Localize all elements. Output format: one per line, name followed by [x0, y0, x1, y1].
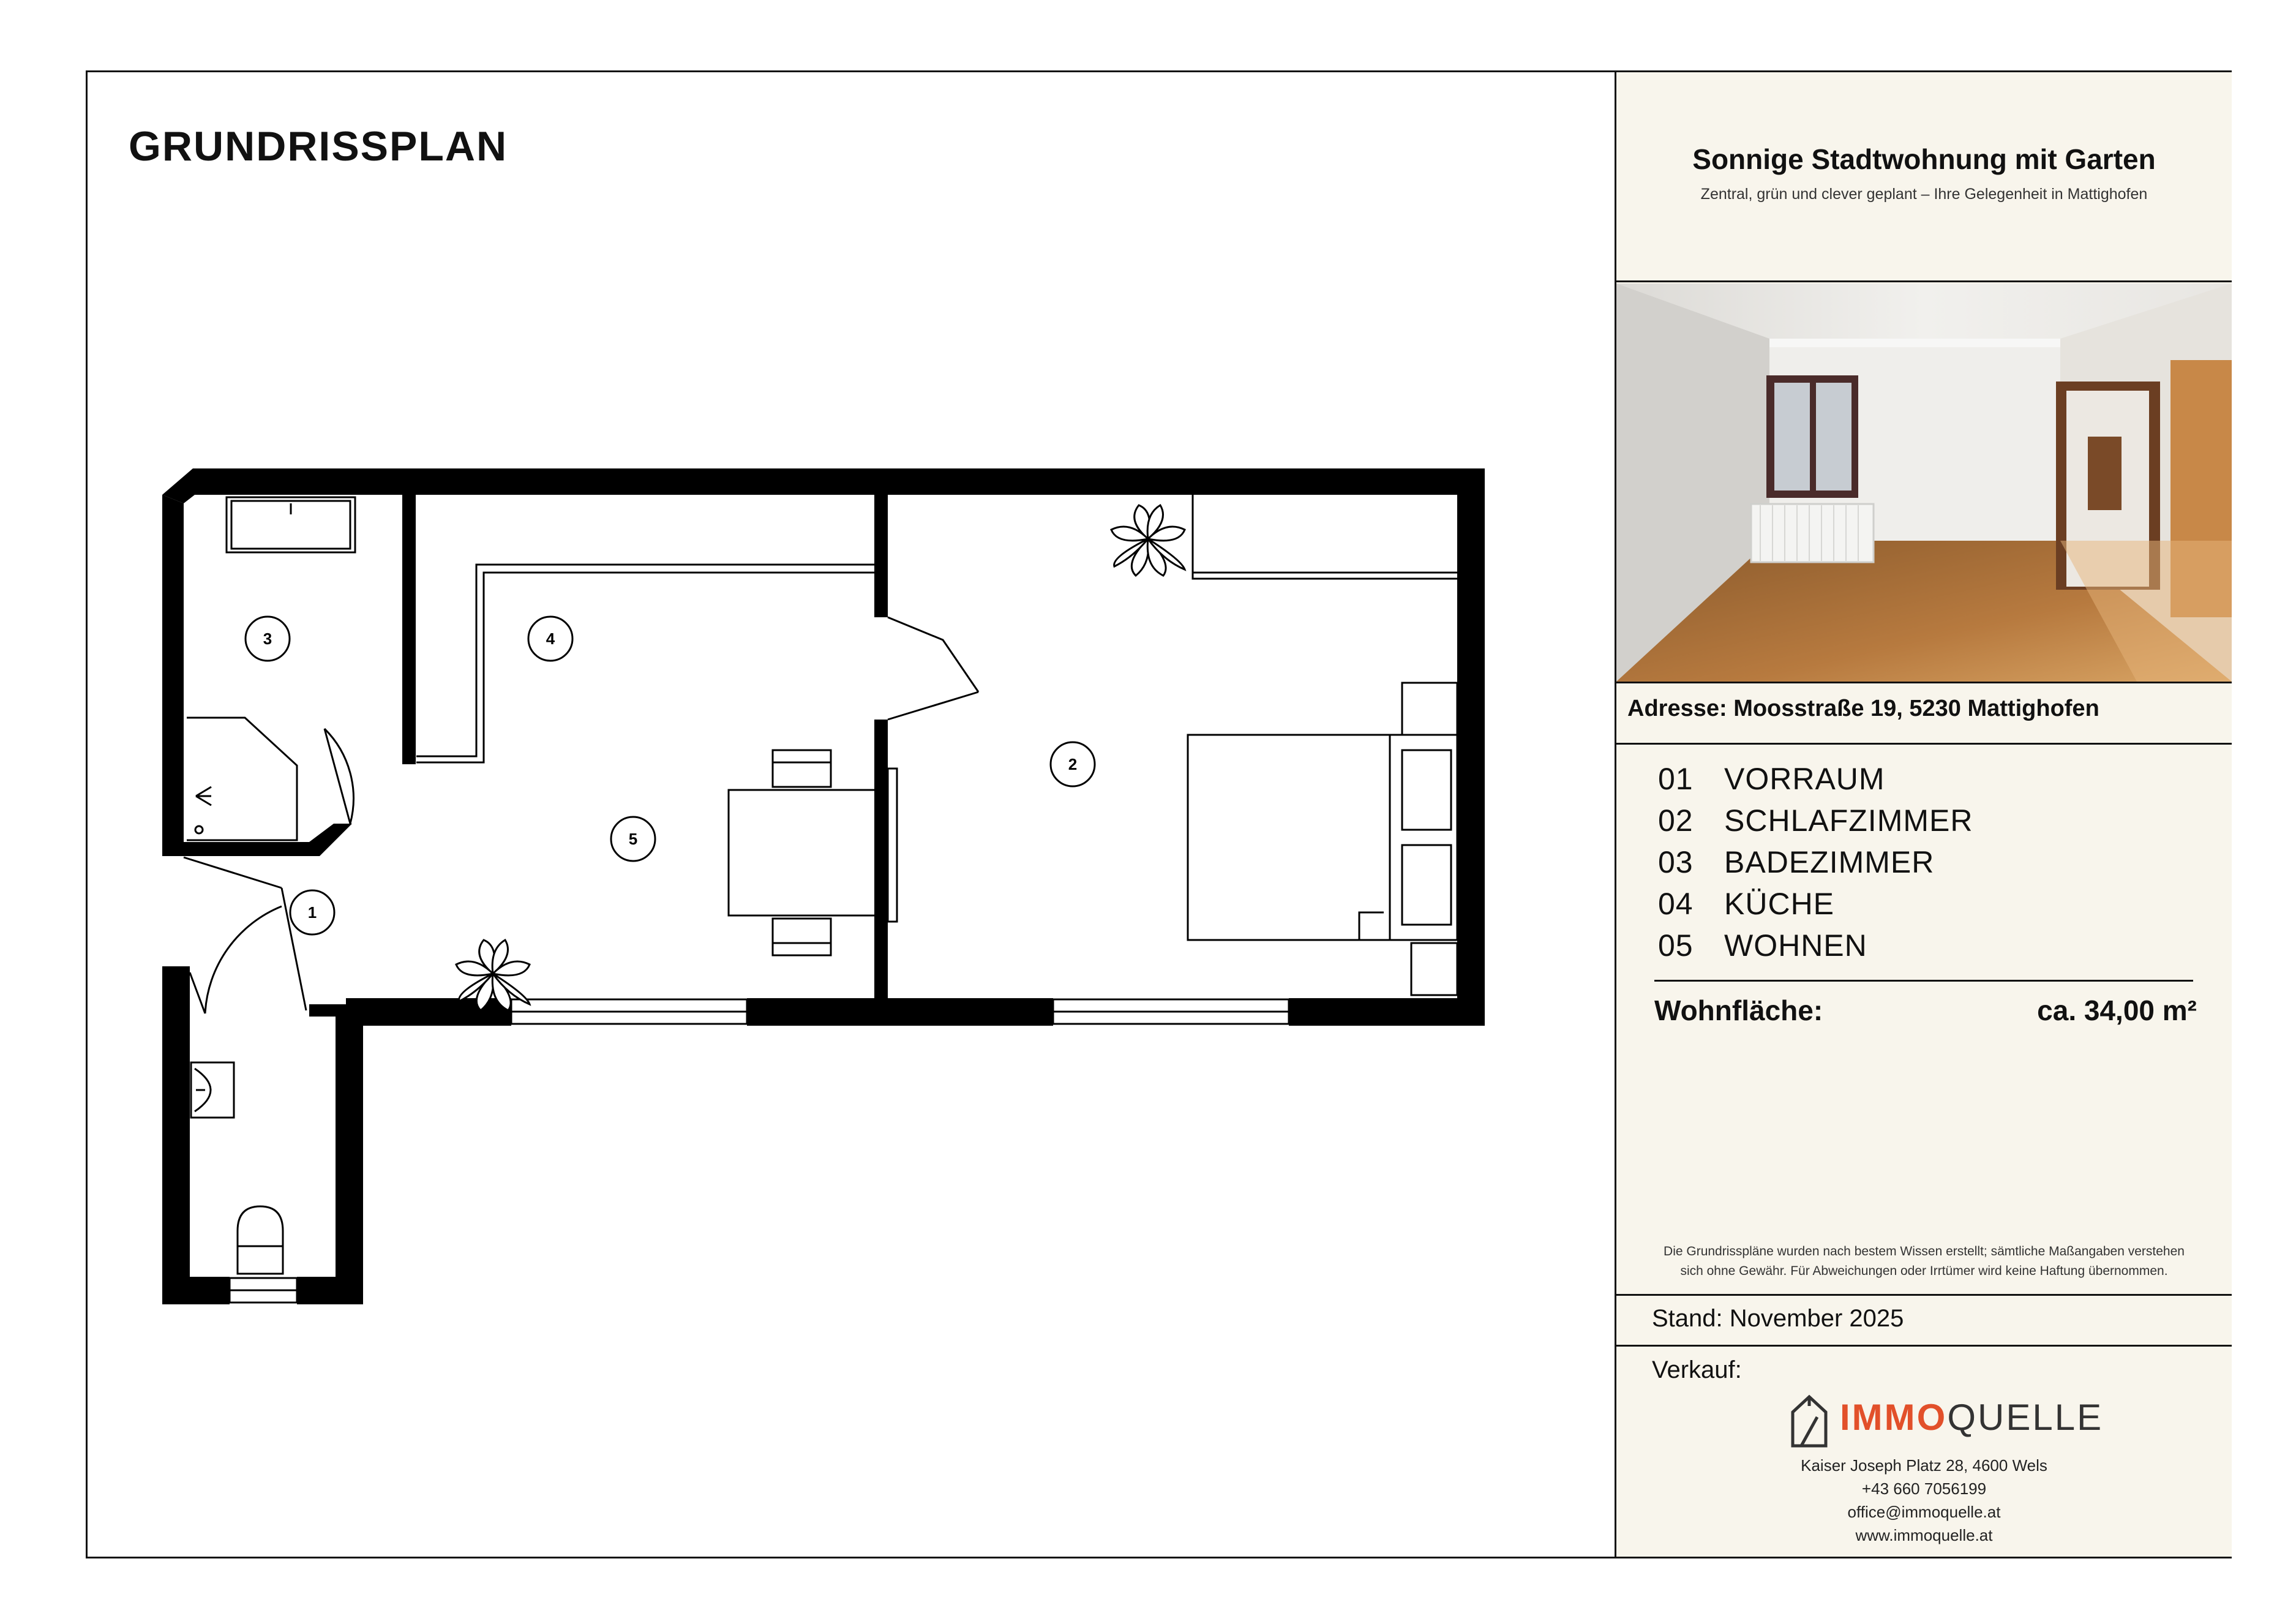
room-marker-3-label: 3	[263, 630, 272, 648]
room-marker-3	[246, 617, 290, 661]
disclaimer-line: sich ohne Gewähr. Für Abweichungen oder Irrtümer wird keine Haftung übernommen.	[1680, 1264, 2168, 1278]
plan-title: GRUNDRISSPLAN	[129, 123, 508, 170]
room-list-item	[1658, 844, 1934, 880]
divider	[1616, 280, 2232, 282]
room-name: SCHLAFZIMMER	[1724, 803, 1973, 838]
disclaimer-line: Die Grundrisspläne wurden nach bestem Wissen erstellt; sämtliche Maßangaben verstehen	[1664, 1244, 2185, 1258]
bathtub	[227, 497, 355, 552]
room-marker-2-label: 2	[1068, 755, 1078, 773]
room-photo	[1616, 284, 2232, 682]
bedroom-shelf	[1193, 495, 1457, 579]
room-marker-1	[290, 890, 334, 934]
room-number: 01	[1658, 762, 1694, 796]
room-marker-1-label: 1	[307, 903, 317, 922]
disclaimer	[1632, 1242, 2216, 1281]
company-email[interactable]: office@immoquelle.at	[1847, 1503, 2001, 1521]
washbasin	[191, 1062, 234, 1118]
room-name: VORRAUM	[1724, 762, 1885, 796]
divider	[1616, 743, 2232, 745]
room-markers	[246, 617, 1095, 934]
logo-wordmark	[1840, 1396, 2103, 1438]
room-marker-4	[528, 617, 572, 661]
area-label: Wohnfläche:	[1654, 994, 1823, 1026]
verkauf-label: Verkauf:	[1652, 1356, 1742, 1383]
room-list-item	[1658, 761, 1885, 797]
room-marker-5	[611, 817, 655, 861]
room-name: WOHNEN	[1724, 928, 1867, 963]
company-website[interactable]: www.immoquelle.at	[1855, 1526, 1993, 1544]
room-list-item	[1658, 886, 1834, 922]
room-number: 02	[1658, 803, 1694, 838]
dining-table	[729, 750, 876, 955]
logo-accent: IMMO	[1840, 1397, 1948, 1438]
room-marker-4-label: 4	[546, 630, 555, 648]
room-name: KÜCHE	[1724, 887, 1835, 921]
bed	[1188, 683, 1457, 995]
room-marker-5-label: 5	[628, 830, 638, 848]
listing-title: Sonnige Stadtwohnung mit Garten	[1692, 143, 2156, 175]
area-value: ca. 34,00 m²	[2037, 994, 2197, 1026]
immoquelle-logo	[1788, 1388, 2104, 1449]
address: Adresse: Moosstraße 19, 5230 Mattighofen	[1627, 696, 2099, 721]
company-phone: +43 660 7056199	[1861, 1479, 1987, 1498]
room-number: 05	[1658, 928, 1694, 963]
room-number: 04	[1658, 887, 1694, 921]
kitchen-counter	[416, 565, 874, 762]
logo-rest: QUELLE	[1947, 1397, 2104, 1438]
toilet	[238, 1206, 283, 1274]
stand-date: Stand: November 2025	[1652, 1305, 1904, 1332]
company-address: Kaiser Joseph Platz 28, 4600 Wels	[1801, 1456, 2047, 1475]
room-list-item	[1658, 928, 1867, 963]
doors	[184, 617, 978, 1013]
listing-subtitle: Zentral, grün und clever geplant – Ihre Gelegenheit in Mattighofen	[1700, 186, 2148, 203]
area-divider	[1654, 980, 2193, 982]
divider	[1616, 1345, 2232, 1347]
room-list-item	[1658, 803, 1973, 838]
room-number: 03	[1658, 845, 1694, 879]
divider	[1616, 1294, 2232, 1296]
walls	[162, 468, 1485, 1304]
room-marker-2	[1051, 742, 1095, 786]
shower	[187, 718, 297, 840]
windows	[230, 999, 1289, 1303]
house-outline-icon	[1788, 1394, 1831, 1449]
room-name: BADEZIMMER	[1724, 845, 1935, 879]
info-panel	[1616, 70, 2232, 1558]
divider	[1616, 682, 2232, 683]
